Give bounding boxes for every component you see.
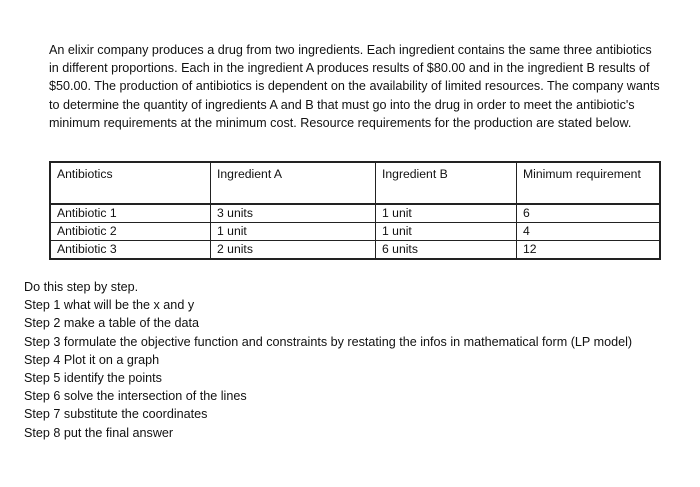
table-row bbox=[50, 241, 660, 260]
table-cell: Antibiotic 2 bbox=[50, 223, 211, 241]
table-cell: 12 bbox=[517, 241, 661, 260]
table-cell: 1 unit bbox=[211, 223, 376, 241]
table-header-cell: Minimum requirement bbox=[517, 162, 661, 204]
step-item: Step 6 solve the intersection of the lines bbox=[24, 389, 247, 404]
table-cell: Antibiotic 1 bbox=[50, 204, 211, 223]
table-header-row bbox=[50, 162, 660, 204]
step-item: Step 7 substitute the coordinates bbox=[24, 407, 208, 422]
steps-intro: Do this step by step. bbox=[24, 280, 139, 294]
table-row bbox=[50, 223, 660, 241]
step-instructions bbox=[24, 278, 674, 442]
step-item: Step 8 put the final answer bbox=[24, 425, 174, 440]
table-cell: Antibiotic 3 bbox=[50, 241, 211, 260]
step-item: Step 5 identify the points bbox=[24, 371, 162, 386]
table-header-cell: Ingredient A bbox=[211, 162, 376, 204]
table-header-cell: Ingredient B bbox=[376, 162, 517, 204]
problem-statement: An elixir company produces a drug from two ingredients. Each ingredient contains the same three antibiotics in different proportions. Each in the ingredient A produces results of $80.00 and in the ingredient B results of $50.00. The production of antibiotics is dependent on the availability of limited resources. The company wants to determine the quantity of ingredients A and B that must go into the drug in order to meet the antibiotic's minimum requirements at the minimum cost. Resource requirements for the production are stated below. bbox=[49, 43, 660, 130]
table-cell: 1 unit bbox=[376, 223, 517, 241]
table-cell: 4 bbox=[517, 223, 661, 241]
table-cell: 6 bbox=[517, 204, 661, 223]
step-item: Step 1 what will be the x and y bbox=[24, 298, 195, 313]
table-cell: 1 unit bbox=[376, 204, 517, 223]
requirements-table bbox=[49, 161, 661, 260]
table-cell: 6 units bbox=[376, 241, 517, 260]
table-cell: 2 units bbox=[211, 241, 376, 260]
step-item: Step 2 make a table of the data bbox=[24, 316, 200, 331]
table-header-cell: Antibiotics bbox=[50, 162, 211, 204]
table-row bbox=[50, 204, 660, 223]
table-cell: 3 units bbox=[211, 204, 376, 223]
step-item: Step 3 formulate the objective function and constraints by restating the infos in mathematical form (LP model) bbox=[24, 334, 633, 349]
step-item: Step 4 Plot it on a graph bbox=[24, 352, 160, 367]
